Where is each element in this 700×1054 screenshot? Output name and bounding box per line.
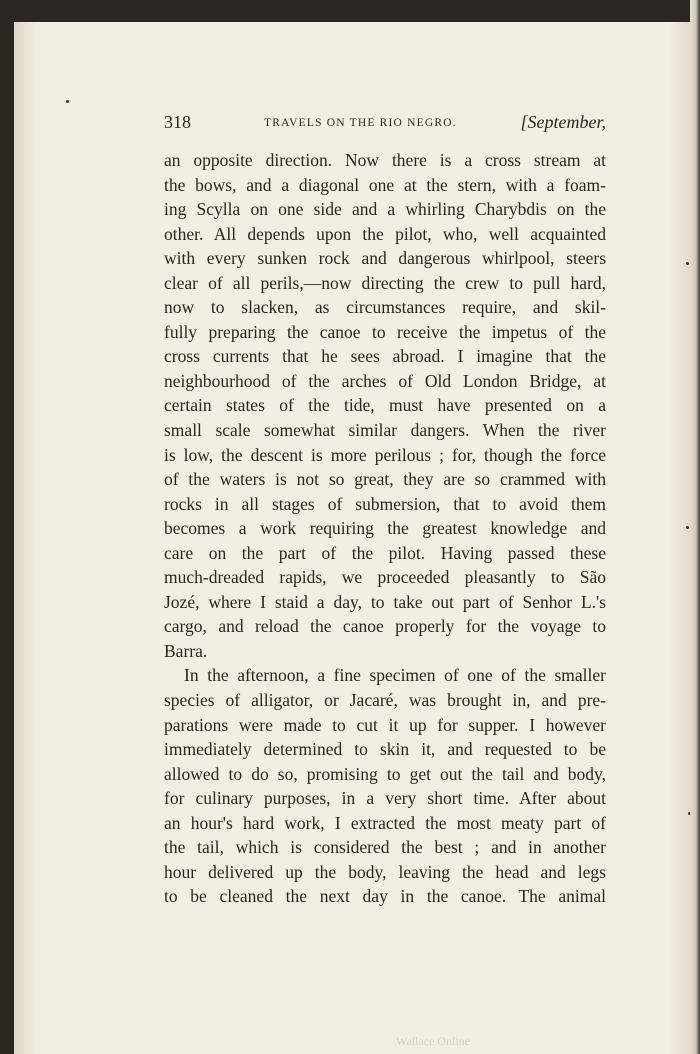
ink-speck — [686, 262, 689, 265]
text-line: now to slacken, as circumstances require, and skil- — [164, 297, 606, 318]
text-line: cargo, and reload the canoe properly for the voyage to — [164, 616, 606, 637]
text-line: the tail, which is considered the best ; and in another — [164, 837, 606, 858]
text-line: an opposite direction. Now there is a cross stream at — [164, 150, 606, 170]
text-line: small scale somewhat similar dangers. When the river — [164, 420, 606, 441]
watermark: Wallace Online — [396, 1034, 470, 1048]
ink-speck — [66, 100, 69, 103]
text-line: for culinary purposes, in a very short time. After about — [164, 788, 606, 809]
text-line: immediately determined to skin it, and requested to be — [164, 739, 606, 760]
text-line: cross currents that he sees abroad. I imagine that the — [164, 346, 606, 367]
text-line: becomes a work requiring the greatest knowledge and — [164, 518, 606, 539]
text-line: Jozé, where I staid a day, to take out part of Senhor L.'s — [164, 591, 606, 612]
page-number: 318 — [164, 112, 191, 132]
text-line: the bows, and a diagonal one at the stern, with a foam- — [164, 174, 606, 195]
text-line: hour delivered up the body, leaving the head and legs — [164, 861, 606, 882]
page-edge — [690, 0, 700, 1054]
text-line: is low, the descent is more perilous ; for, though the force — [164, 444, 606, 465]
text-line: other. All depends upon the pilot, who, well acquainted — [164, 223, 606, 244]
text-line: In the afternoon, a fine specimen of one of the smaller — [184, 665, 606, 686]
text-line: to be cleaned the next day in the canoe. The animal — [164, 886, 606, 907]
text-line: neighbourhood of the arches of Old London Bridge, at — [164, 370, 606, 391]
text-line: species of alligator, or Jacaré, was brought in, and pre- — [164, 690, 606, 711]
text-line: parations were made to cut it up for supper. I however — [164, 714, 606, 735]
ink-speck — [686, 526, 689, 529]
running-title: TRAVELS ON THE RIO NEGRO. — [264, 117, 457, 129]
text-line: an hour's hard work, I extracted the most meaty part of — [164, 812, 606, 833]
text-line: rocks in all stages of submersion, that to avoid them — [164, 493, 606, 514]
text-line: of the waters is not so great, they are so crammed with — [164, 469, 606, 490]
text-line: ing Scylla on one side and a whirling Charybdis on the — [164, 199, 606, 220]
text-line: fully preparing the canoe to receive the impetus of the — [164, 321, 606, 342]
running-month: [September, — [520, 112, 606, 132]
text-line: certain states of the tide, must have presented on a — [164, 395, 606, 416]
text-line: care on the part of the pilot. Having passed these — [164, 542, 606, 563]
text-line: Barra. — [164, 640, 208, 661]
text-line: with every sunken rock and dangerous whirlpool, steers — [164, 248, 606, 269]
running-header — [164, 112, 606, 138]
text-line: much-dreaded rapids, we proceeded pleasantly to São — [164, 567, 606, 588]
text-line: allowed to do so, promising to get out the tail and body, — [164, 763, 606, 784]
body-text — [164, 148, 606, 909]
text-line: clear of all perils,—now directing the crew to pull hard, — [164, 272, 606, 293]
